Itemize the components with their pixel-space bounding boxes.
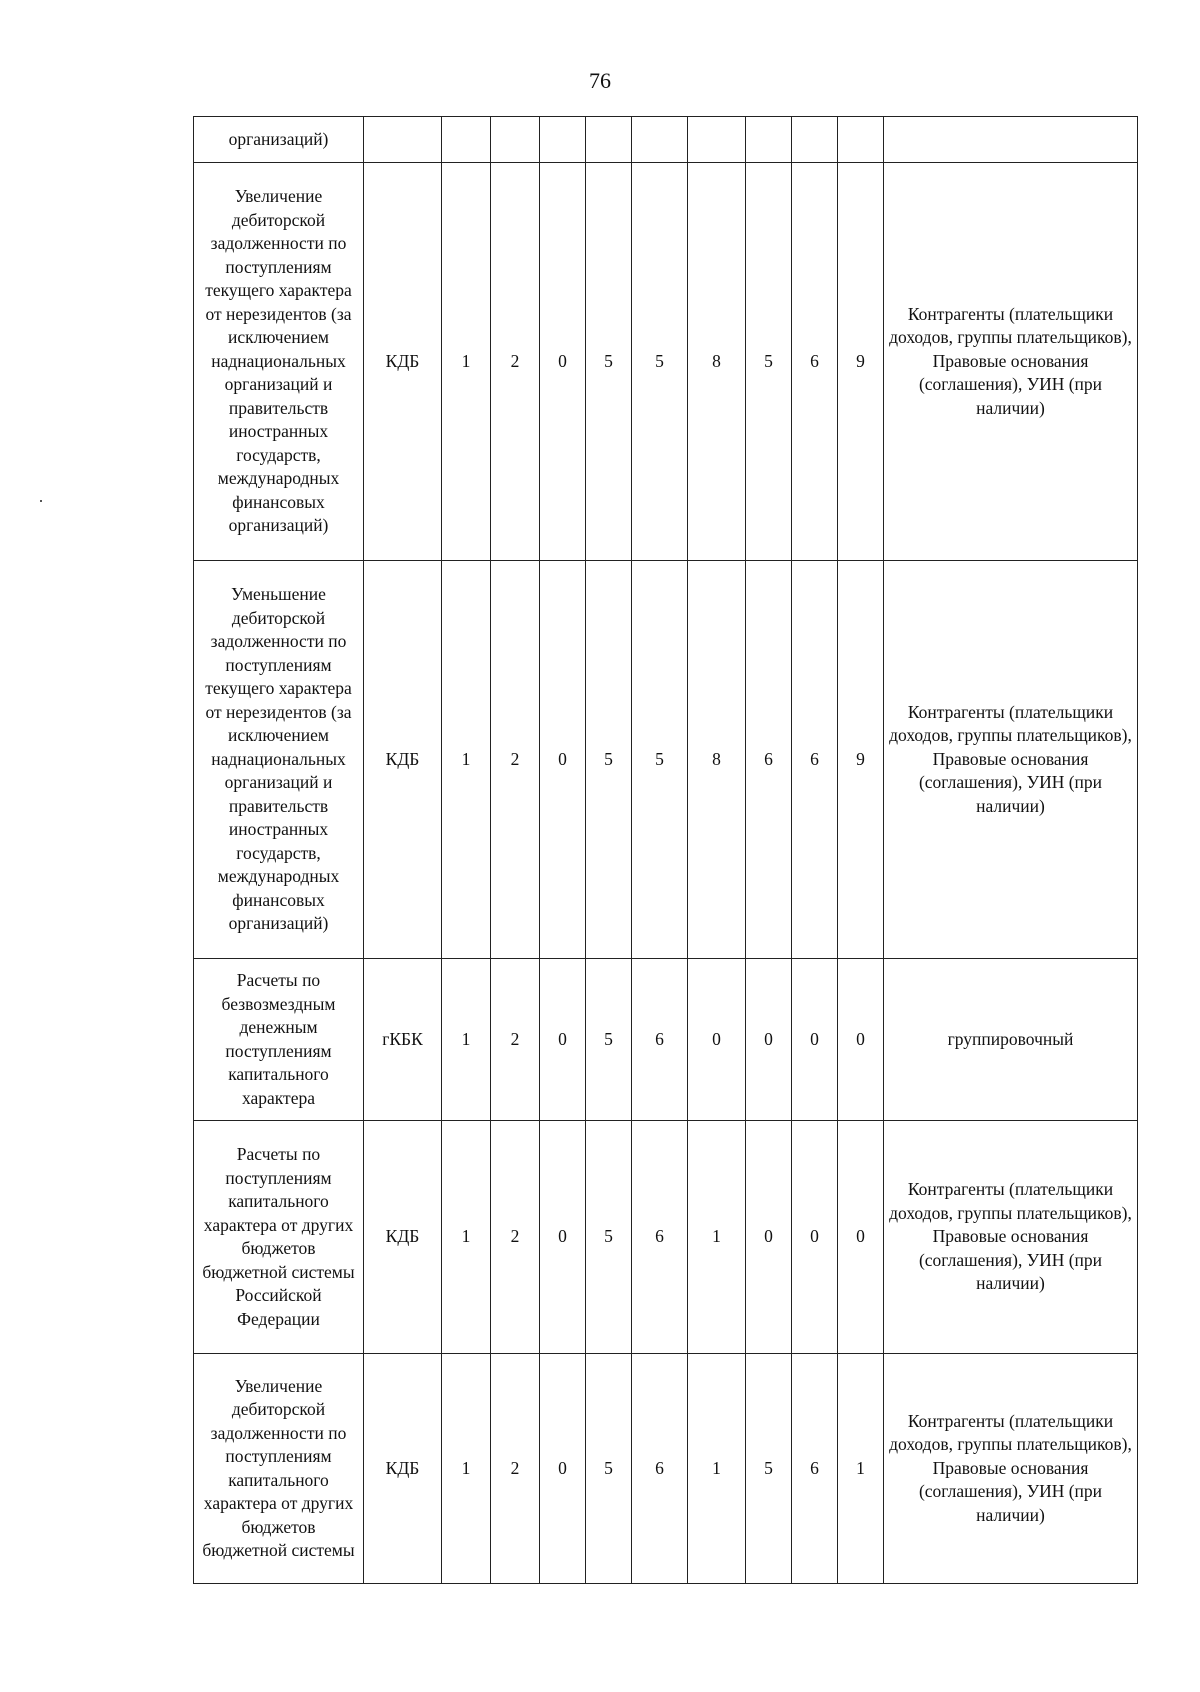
table-row <box>194 561 1138 959</box>
document-table <box>193 116 1138 1584</box>
digit-cell <box>491 117 540 163</box>
digit-cell: 0 <box>792 1121 838 1354</box>
digit-cell <box>792 117 838 163</box>
digit-cell: 5 <box>586 959 632 1121</box>
digit-cell <box>632 117 688 163</box>
digit-cell: 5 <box>586 1121 632 1354</box>
row-name-cell: Расчеты по поступлениям капитального характера от других бюджетов бюджетной системы Российской Федерации <box>194 1121 364 1354</box>
digit-cell: 5 <box>586 561 632 959</box>
digit-cell: 6 <box>632 1354 688 1584</box>
row-type-cell: гКБК <box>364 959 442 1121</box>
row-name-cell: Расчеты по безвозмездным денежным поступлениям капитального характера <box>194 959 364 1121</box>
digit-cell <box>688 117 746 163</box>
digit-cell: 2 <box>491 163 540 561</box>
digit-cell: 5 <box>586 1354 632 1584</box>
digit-cell: 0 <box>746 1121 792 1354</box>
digit-cell: 0 <box>540 1354 586 1584</box>
row-type-cell: КДБ <box>364 1121 442 1354</box>
row-name-cell: организаций) <box>194 117 364 163</box>
table-row <box>194 1354 1138 1584</box>
digit-cell: 1 <box>442 561 491 959</box>
digit-cell: 0 <box>540 561 586 959</box>
digit-cell: 0 <box>540 163 586 561</box>
digit-cell: 6 <box>632 1121 688 1354</box>
digit-cell: 5 <box>586 163 632 561</box>
digit-cell: 1 <box>688 1354 746 1584</box>
digit-cell: 0 <box>688 959 746 1121</box>
digit-cell <box>746 117 792 163</box>
table-row <box>194 163 1138 561</box>
page-number: 76 <box>589 68 611 93</box>
table-row <box>194 959 1138 1121</box>
row-description-cell: Контрагенты (плательщики доходов, группы плательщиков), Правовые основания (соглашения), УИН (при наличии) <box>884 163 1138 561</box>
digit-cell: 1 <box>442 1354 491 1584</box>
digit-cell: 6 <box>632 959 688 1121</box>
stray-dot <box>40 500 42 502</box>
digit-cell: 2 <box>491 1121 540 1354</box>
digit-cell: 6 <box>792 561 838 959</box>
row-description-cell: Контрагенты (плательщики доходов, группы плательщиков), Правовые основания (соглашения), УИН (при наличии) <box>884 1354 1138 1584</box>
digit-cell: 2 <box>491 561 540 959</box>
digit-cell: 0 <box>792 959 838 1121</box>
digit-cell: 0 <box>746 959 792 1121</box>
digit-cell: 5 <box>746 1354 792 1584</box>
digit-cell: 8 <box>688 163 746 561</box>
digit-cell: 8 <box>688 561 746 959</box>
digit-cell: 5 <box>746 163 792 561</box>
digit-cell <box>540 117 586 163</box>
digit-cell: 5 <box>632 561 688 959</box>
digit-cell: 6 <box>746 561 792 959</box>
row-description-cell: Контрагенты (плательщики доходов, группы плательщиков), Правовые основания (соглашения), УИН (при наличии) <box>884 1121 1138 1354</box>
digit-cell: 1 <box>442 163 491 561</box>
digit-cell: 6 <box>792 163 838 561</box>
digit-cell: 9 <box>838 163 884 561</box>
row-name-cell: Уменьшение дебиторской задолженности по поступлениям текущего характера от нерезидентов (за исключением наднациональных организаций и правительств иностранных государств, международных финансовых организаций) <box>194 561 364 959</box>
row-type-cell: КДБ <box>364 163 442 561</box>
row-description-cell: Контрагенты (плательщики доходов, группы плательщиков), Правовые основания (соглашения), УИН (при наличии) <box>884 561 1138 959</box>
row-type-cell: КДБ <box>364 1354 442 1584</box>
digit-cell: 1 <box>838 1354 884 1584</box>
digit-cell: 9 <box>838 561 884 959</box>
row-type-cell <box>364 117 442 163</box>
digit-cell: 0 <box>540 959 586 1121</box>
digit-cell: 5 <box>632 163 688 561</box>
table-row <box>194 1121 1138 1354</box>
digit-cell: 1 <box>688 1121 746 1354</box>
digit-cell: 1 <box>442 1121 491 1354</box>
row-type-cell: КДБ <box>364 561 442 959</box>
digit-cell: 0 <box>838 1121 884 1354</box>
digit-cell: 1 <box>442 959 491 1121</box>
digit-cell <box>442 117 491 163</box>
row-name-cell: Увеличение дебиторской задолженности по поступлениям текущего характера от нерезидентов (за исключением наднациональных организаций и правительств иностранных государств, международных финансовых организаций) <box>194 163 364 561</box>
digit-cell <box>586 117 632 163</box>
digit-cell: 2 <box>491 1354 540 1584</box>
row-description-cell: группировочный <box>884 959 1138 1121</box>
digit-cell: 0 <box>838 959 884 1121</box>
digit-cell <box>838 117 884 163</box>
row-description-cell <box>884 117 1138 163</box>
digit-cell: 2 <box>491 959 540 1121</box>
row-name-cell: Увеличение дебиторской задолженности по поступлениям капитального характера от других бюджетов бюджетной системы <box>194 1354 364 1584</box>
digit-cell: 0 <box>540 1121 586 1354</box>
table-row <box>194 117 1138 163</box>
digit-cell: 6 <box>792 1354 838 1584</box>
